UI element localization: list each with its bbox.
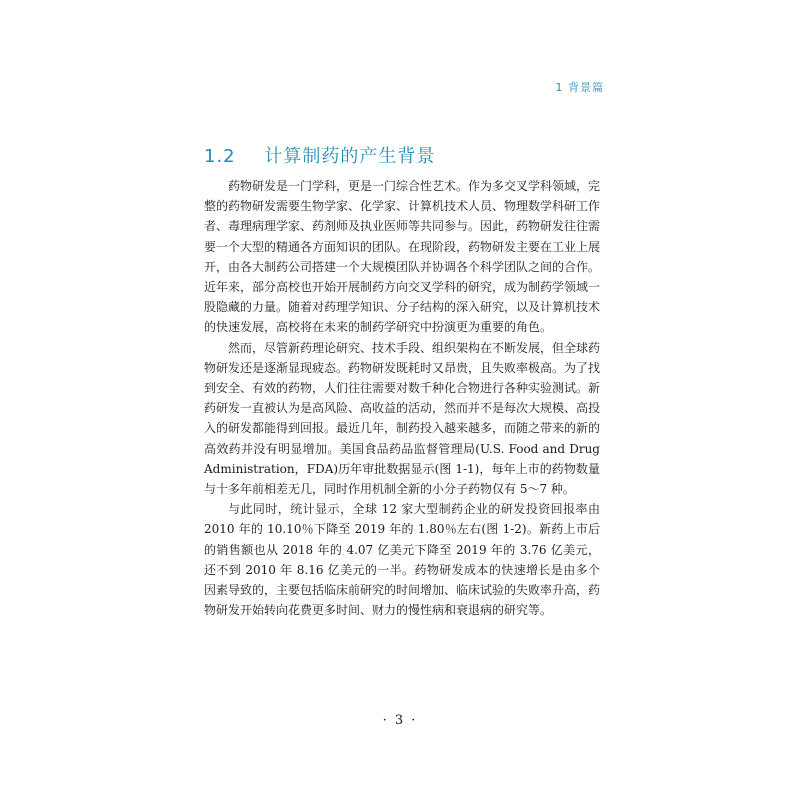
- running-header: 1 背景篇: [555, 81, 604, 94]
- section-heading: [204, 142, 435, 168]
- page-number: · 3 ·: [382, 713, 418, 728]
- section-number: 1.2: [204, 146, 236, 167]
- paragraph: 与此同时，统计显示，全球 12 家大型制药企业的研发投资回报率由 2010 年的 10.10％下降至 2019 年的 1.80％左右(图 1-2)。新药上市后的销售额也从 2018 年的 4.07 亿美元下降至 2019 年的 3.76 亿美元，还不到 2010 年 8.16 亿美元的一半。药物研发成本的快速增长是由多个因素导致的，主要包括临床前研究的时间增加、临床试验的失败率升高，药物研发开始转向花费更多时间、财力的慢性病和衰退病的研究等。: [204, 502, 601, 618]
- paragraph: 然而，尽管新药理论研究、技术手段、组织架构在不断发展，但全球药物研发还是逐渐显现疲态。药物研发既耗时又昂贵，且失败率极高。为了找到安全、有效的药物，人们往往需要对数千种化合物进行各种实验测试。新药研发一直被认为是高风险、高收益的活动，然而并不是每次大规模、高投入的研发都能得到回报。最近几年，制药投入越来越多，而随之带来的新的高效药并没有明显增加。美国食品药品监督管理局(U.S. Food and Drug Administration，FDA)历年审批数据显示(图 1-1)，每年上市的药物数量与十多年前相差无几，同时作用机制全新的小分子药物仅有 5～7 种。: [204, 340, 601, 497]
- body-text: [204, 176, 600, 620]
- section-title: 计算制药的产生背景: [264, 146, 436, 167]
- paragraph: 药物研发是一门学科，更是一门综合性艺术。作为多交叉学科领域，完整的药物研发需要生物学家、化学家、计算机技术人员、物理数学科研工作者、毒理病理学家、药剂师及执业医师等共同参与。因此，药物研发往往需要一个大型的精通各方面知识的团队。在现阶段，药物研发主要在工业上展开，由各大制药公司搭建一个大规模团队并协调各个科学团队之间的合作。近年来，部分高校也开始开展制药方向交叉学科的研究，成为制药学领域一股隐藏的力量。随着对药理学知识、分子结构的深入研究，以及计算机技术的快速发展，高校将在未来的制药学研究中扮演更为重要的角色。: [204, 179, 601, 335]
